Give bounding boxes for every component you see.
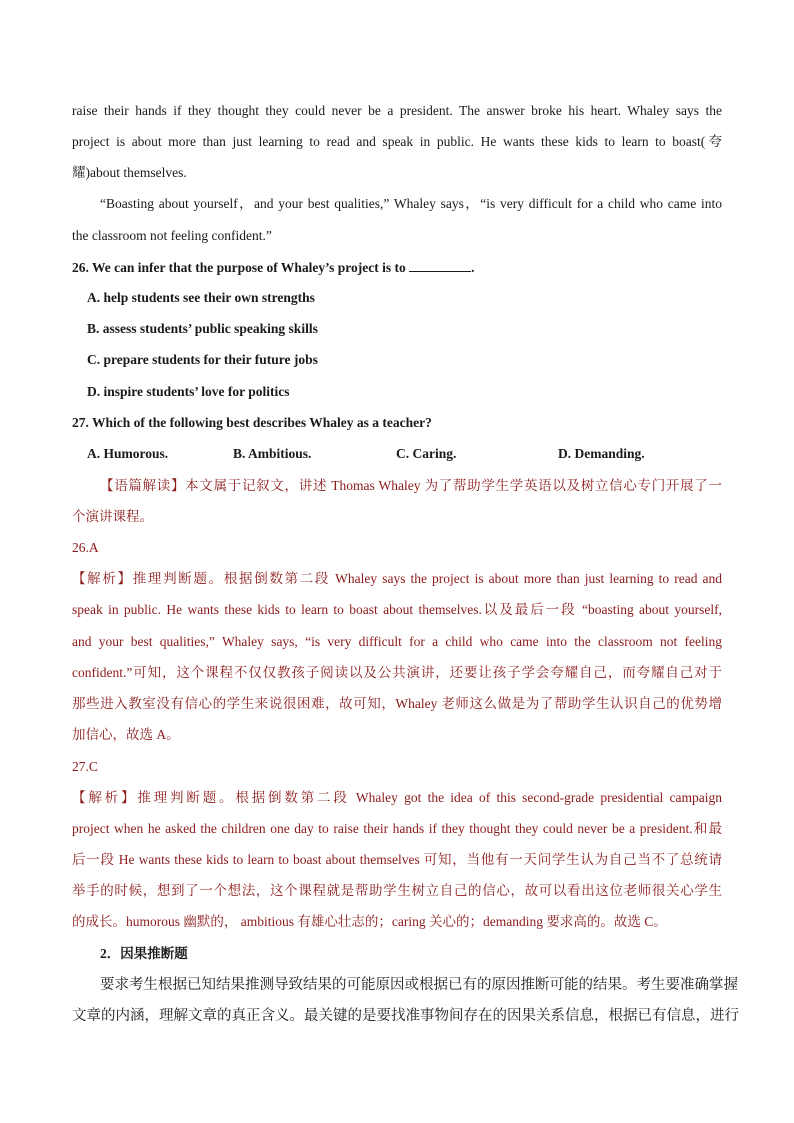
analysis-intro: 个演讲课程。 — [72, 509, 153, 524]
question-26-stem — [72, 259, 475, 276]
passage-line: 耀)about themselves. — [72, 165, 187, 180]
passage-line: “Boasting about yourself，and your best qualities,” Whaley says，“is very difficult for a child who came into — [100, 196, 722, 211]
analysis-intro: 【语篇解读】本文属于记叙文，讲述 Thomas Whaley 为了帮助学生学英语以及树立信心专门开展了一 — [100, 478, 722, 493]
question-27-option-c: C. Caring. — [396, 446, 457, 461]
explanation-27: 举手的时候，想到了一个想法，这个课程就是帮助学生树立自己的信心，故可以看出这位老师很关心学生 — [72, 883, 722, 898]
answer-27: 27.C — [72, 759, 98, 774]
question-27-option-d: D. Demanding. — [558, 446, 645, 461]
question-26-option-d: D. inspire students’ love for politics — [87, 384, 290, 399]
question-27-stem: 27. Which of the following best describes Whaley as a teacher? — [72, 415, 432, 430]
explanation-26: speak in public. He wants these kids to learn to boast about themselves.以及最后一段 “boasting about yourself, — [72, 602, 722, 617]
section-paragraph: 文章的内涵，理解文章的真正含义。最关键的是要找准事物间存在的因果关系信息，根据已有信息，进行 — [72, 1008, 739, 1024]
question-26-option-c: C. prepare students for their future jobs — [87, 352, 318, 367]
explanation-27: project when he asked the children one day to raise their hands if they thought they could never be a president.和最 — [72, 821, 722, 836]
question-stem-end: . — [471, 260, 475, 275]
answer-26: 26.A — [72, 540, 99, 555]
explanation-26: 加信心，故选 A。 — [72, 727, 180, 742]
question-stem-text: 26. We can infer that the purpose of Whaley’s project is to — [72, 260, 406, 275]
explanation-26: 【解析】推理判断题。根据倒数第二段 Whaley says the project is about more than just learning to read and — [72, 571, 722, 586]
question-26-option-b: B. assess students’ public speaking skills — [87, 321, 318, 336]
passage-line: project is about more than just learning to read and speak in public. He wants these kids to learn to boast(夸 — [72, 134, 722, 149]
question-27-option-a: A. Humorous. — [87, 446, 169, 461]
explanation-26: 那些进入教室没有信心的学生来说很困难，故可知，Whaley 老师这么做是为了帮助学生认识自己的优势增 — [72, 696, 722, 711]
explanation-26: and your best qualities,” Whaley says, “is very difficult for a child who came into the classroom not feeling — [72, 634, 722, 649]
question-27-option-b: B. Ambitious. — [233, 446, 312, 461]
passage-line: the classroom not feeling confident.” — [72, 228, 272, 243]
explanation-27: 【解析】推理判断题。根据倒数第二段 Whaley got the idea of this second-grade presidential campaign — [72, 790, 722, 805]
section-heading: 2．因果推断题 — [100, 946, 188, 961]
section-paragraph: 要求考生根据已知结果推测导致结果的可能原因或根据已有的原因推断可能的结果。考生要准确掌握 — [100, 977, 738, 993]
answer-blank — [409, 259, 471, 272]
explanation-27: 后一段 He wants these kids to learn to boast about themselves 可知，当他有一天问学生认为自己当不了总统请 — [72, 852, 722, 867]
explanation-27: 的成长。humorous 幽默的， ambitious 有雄心壮志的；caring 关心的；demanding 要求高的。故选 C。 — [72, 914, 667, 929]
explanation-26: confident.”可知，这个课程不仅仅教孩子阅读以及公共演讲，还要让孩子学会夸耀自己，而夸耀自己对于 — [72, 665, 722, 680]
passage-line: raise their hands if they thought they could never be a president. The answer broke his heart. Whaley says the — [72, 103, 722, 118]
question-26-option-a: A. help students see their own strengths — [87, 290, 315, 305]
